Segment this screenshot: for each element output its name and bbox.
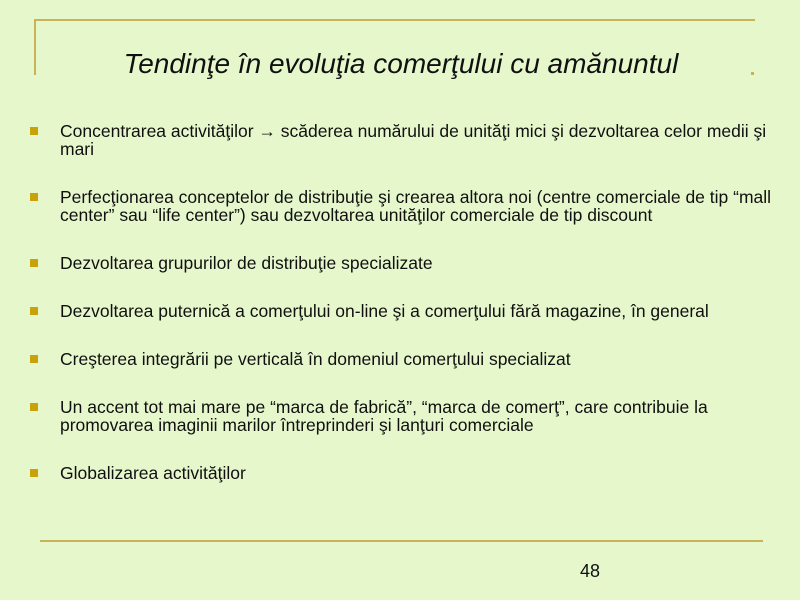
bullet-item	[30, 398, 775, 434]
bullet-square-icon	[30, 193, 38, 201]
bullet-text: Globalizarea activităţilor	[60, 463, 246, 483]
bullet-square-icon	[30, 355, 38, 363]
bullet-text: Un accent tot mai mare pe “marca de fabrică”, “marca de comerţ”, care contribuie la promovarea imaginii marilor întreprinderi şi lanţuri comerciale	[60, 397, 708, 435]
bullet-text: Creşterea integrării pe verticală în domeniul comerţului specializat	[60, 349, 571, 369]
frame-bottom-line	[40, 540, 763, 542]
bullet-square-icon	[30, 307, 38, 315]
frame-top-line	[34, 19, 755, 21]
bullet-text: Concentrarea activităţilor → scăderea numărului de unităţi mici şi dezvoltarea celor medii şi mari	[60, 121, 767, 159]
bullet-text: Perfecţionarea conceptelor de distribuţie şi crearea altora noi (centre comerciale de tip “mall center” sau “life center”) sau dezvoltarea unităţilor comerciale de tip discount	[60, 187, 772, 225]
bullet-square-icon	[30, 259, 38, 267]
bullet-item	[30, 302, 775, 320]
bullet-item	[30, 122, 775, 158]
bullet-square-icon	[30, 403, 38, 411]
bullet-item	[30, 350, 775, 368]
slide-title	[0, 48, 800, 80]
bullet-item	[30, 188, 775, 224]
slide-title-text: Tendinţe în evoluţia comerţului cu amănuntul	[123, 48, 679, 79]
bullet-item	[30, 464, 775, 482]
bullet-text: Dezvoltarea puternică a comerţului on-line şi a comerţului fără magazine, în general	[60, 301, 709, 321]
bullet-list	[30, 122, 775, 482]
bullet-square-icon	[30, 469, 38, 477]
bullet-item	[30, 254, 775, 272]
bullet-text: Dezvoltarea grupurilor de distribuţie specializate	[60, 253, 433, 273]
page-number: 48	[580, 561, 601, 581]
bullet-square-icon	[30, 127, 38, 135]
